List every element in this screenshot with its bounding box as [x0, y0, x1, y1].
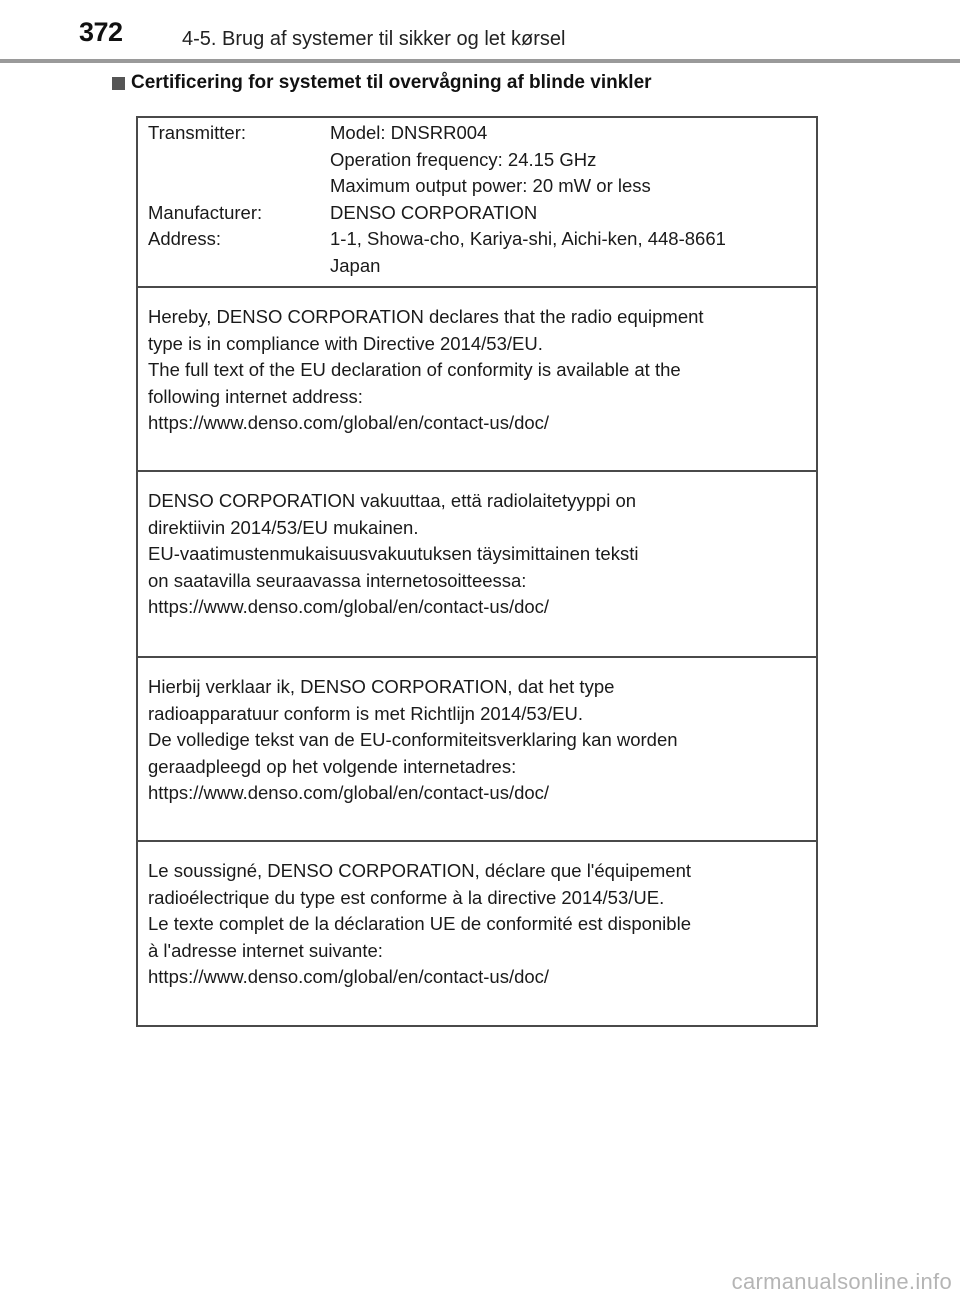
declaration-line: geraadpleegd op het volgende internetadres: [148, 755, 517, 777]
spec-row [148, 120, 816, 147]
spec-label [148, 253, 330, 280]
declaration-line: direktiivin 2014/53/EU mukainen. [148, 516, 419, 538]
declaration-line: on saatavilla seuraavassa internetosoitteessa: [148, 569, 527, 591]
declaration-url: https://www.denso.com/global/en/contact-us/doc/ [148, 412, 550, 433]
declaration-line: Le texte complet de la déclaration UE de conformité est disponible [148, 913, 691, 934]
spec-row [148, 173, 816, 200]
certification-table [136, 116, 818, 1027]
specs-block [138, 118, 816, 288]
declaration-line: DENSO CORPORATION vakuuttaa, että radiolaitetyyppi on [148, 490, 637, 511]
spec-value: DENSO CORPORATION [330, 201, 538, 223]
declaration-line: De volledige tekst van de EU-conformiteitsverklaring kan worden [148, 729, 678, 750]
declaration-url: https://www.denso.com/global/en/contact-us/doc/ [148, 782, 550, 803]
declaration-line: radioélectrique du type est conforme à la directive 2014/53/UE. [148, 886, 665, 908]
spec-value: Maximum output power: 20 mW or less [330, 175, 651, 196]
section-heading-text: Certificering for systemet til overvågning af blinde vinkler [131, 72, 652, 93]
declaration-line: à l'adresse internet suivante: [148, 939, 383, 961]
spec-label: Address: [148, 228, 222, 249]
declaration-url: https://www.denso.com/global/en/contact-us/doc/ [148, 596, 550, 617]
spec-value: Model: DNSRR004 [330, 122, 488, 143]
section-heading [112, 72, 652, 94]
page-header [0, 0, 960, 66]
declaration-line: The full text of the EU declaration of conformity is available at the [148, 359, 681, 380]
declaration-line: Hereby, DENSO CORPORATION declares that the radio equipment [148, 306, 704, 327]
finnish-declaration [138, 470, 816, 658]
english-declaration [138, 286, 816, 472]
declaration-url: https://www.denso.com/global/en/contact-us/doc/ [148, 966, 550, 987]
declaration-line: radioapparatuur conform is met Richtlijn 2014/53/EU. [148, 702, 583, 724]
french-declaration [138, 840, 816, 1025]
declaration-line: Hierbij verklaar ik, DENSO CORPORATION, dat het type [148, 676, 615, 697]
spec-row [148, 226, 816, 253]
page-number: 372 [79, 17, 123, 47]
spec-value: Japan [330, 254, 381, 276]
declaration-line: EU-vaatimustenmukaisuusvakuutuksen täysimittainen teksti [148, 543, 639, 564]
spec-label: Manufacturer: [148, 201, 263, 223]
watermark: carmanualsonline.info [731, 1269, 952, 1294]
spec-label [148, 147, 330, 174]
declaration-line: type is in compliance with Directive 2014/53/EU. [148, 332, 543, 354]
declaration-line: following internet address: [148, 385, 363, 407]
spec-row [148, 253, 816, 280]
dutch-declaration [138, 656, 816, 842]
spec-row [148, 147, 816, 174]
header-divider [0, 59, 960, 63]
spec-label: Transmitter: [148, 122, 246, 143]
spec-label [148, 173, 330, 200]
spec-value: Operation frequency: 24.15 GHz [330, 148, 597, 170]
square-bullet-icon [112, 77, 125, 90]
chapter-title: 4-5. Brug af systemer til sikker og let kørsel [182, 28, 566, 50]
spec-value: 1-1, Showa-cho, Kariya-shi, Aichi-ken, 448-8661 [330, 228, 726, 249]
spec-row [148, 200, 816, 227]
declaration-line: Le soussigné, DENSO CORPORATION, déclare que l'équipement [148, 860, 692, 881]
